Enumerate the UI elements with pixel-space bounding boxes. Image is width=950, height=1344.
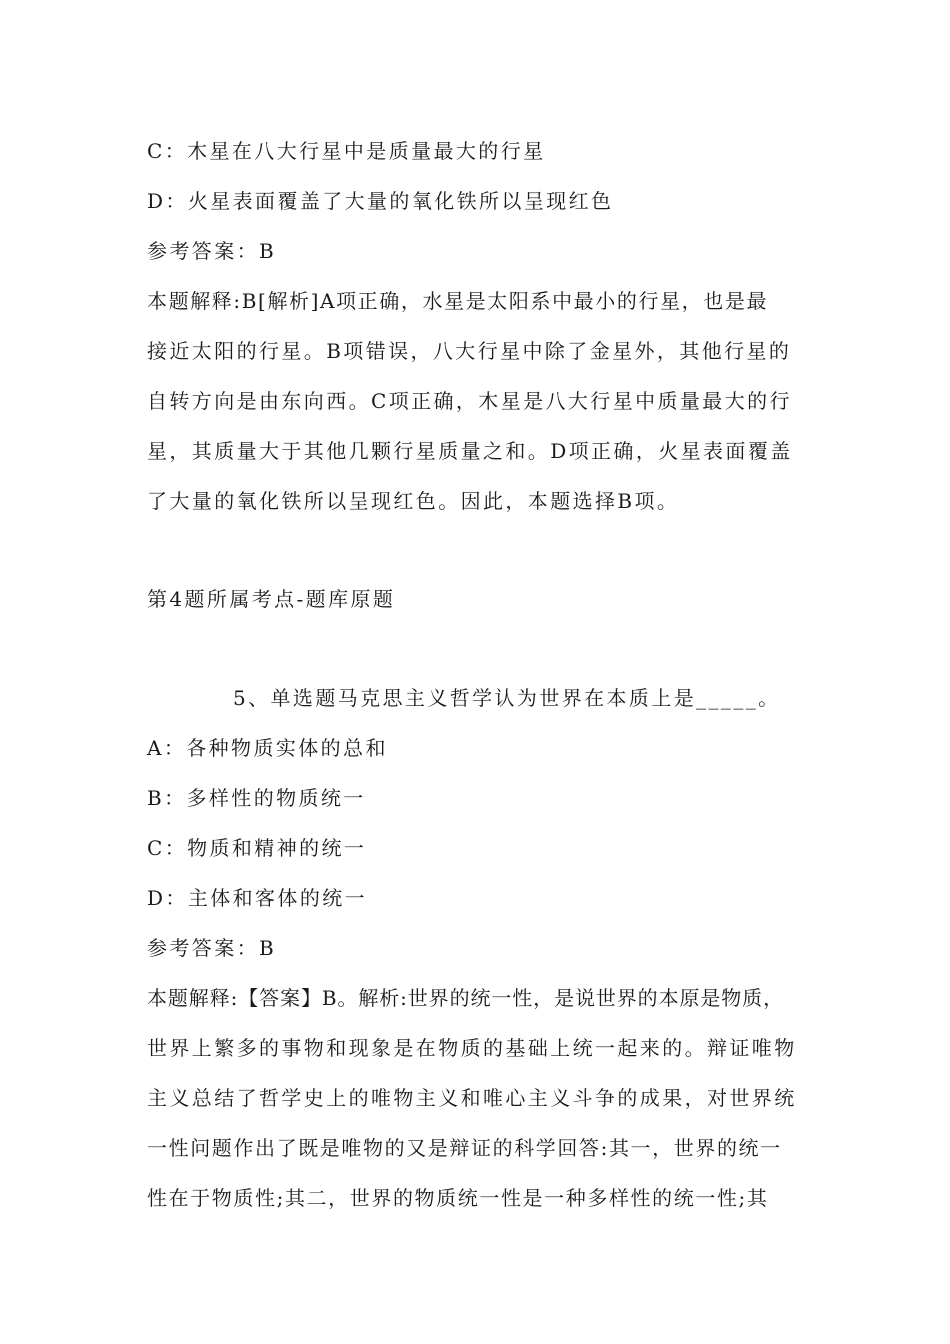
reference-answer: 参考答案：B: [147, 239, 277, 263]
explanation-line: 本题解释:B[解析]A项正确，水星是太阳系中最小的行星，也是最: [147, 289, 769, 313]
explanation-line: 自转方向是由东向西。C项正确，木星是八大行星中质量最大的行: [147, 389, 792, 413]
explanation-line: 了大量的氧化铁所以呈现红色。因此，本题选择B项。: [147, 489, 680, 513]
knowledge-point-footer: 第4题所属考点-题库原题: [147, 587, 396, 611]
explanation-line: 世界上繁多的事物和现象是在物质的基础上统一起来的。辩证唯物: [147, 1036, 797, 1060]
explanation-line: 星，其质量大于其他几颗行星质量之和。D项正确，火星表面覆盖: [147, 439, 793, 463]
explanation-line: 性在于物质性;其二，世界的物质统一性是一种多样性的统一性;其: [147, 1186, 769, 1210]
option-a: A：各种物质实体的总和: [147, 736, 388, 760]
explanation-line: 接近太阳的行星。B项错误，八大行星中除了金星外，其他行星的: [147, 339, 792, 363]
explanation-line: 一性问题作出了既是唯物的又是辩证的科学回答:其一，世界的统一: [147, 1136, 782, 1160]
option-c: C：物质和精神的统一: [147, 836, 367, 860]
reference-answer: 参考答案：B: [147, 936, 277, 960]
option-d: D：火星表面覆盖了大量的氧化铁所以呈现红色: [147, 189, 614, 213]
option-c: C：木星在八大行星中是质量最大的行星: [147, 139, 546, 163]
explanation-line: 主义总结了哲学史上的唯物主义和唯心主义斗争的成果，对世界统: [147, 1086, 797, 1110]
option-d: D：主体和客体的统一: [147, 886, 368, 910]
option-b: B：多样性的物质统一: [147, 786, 366, 810]
question-stem: 5、单选题马克思主义哲学认为世界在本质上是_____。: [233, 686, 781, 710]
explanation-line: 本题解释:【答案】B。解析:世界的统一性，是说世界的本原是物质，: [147, 986, 784, 1010]
